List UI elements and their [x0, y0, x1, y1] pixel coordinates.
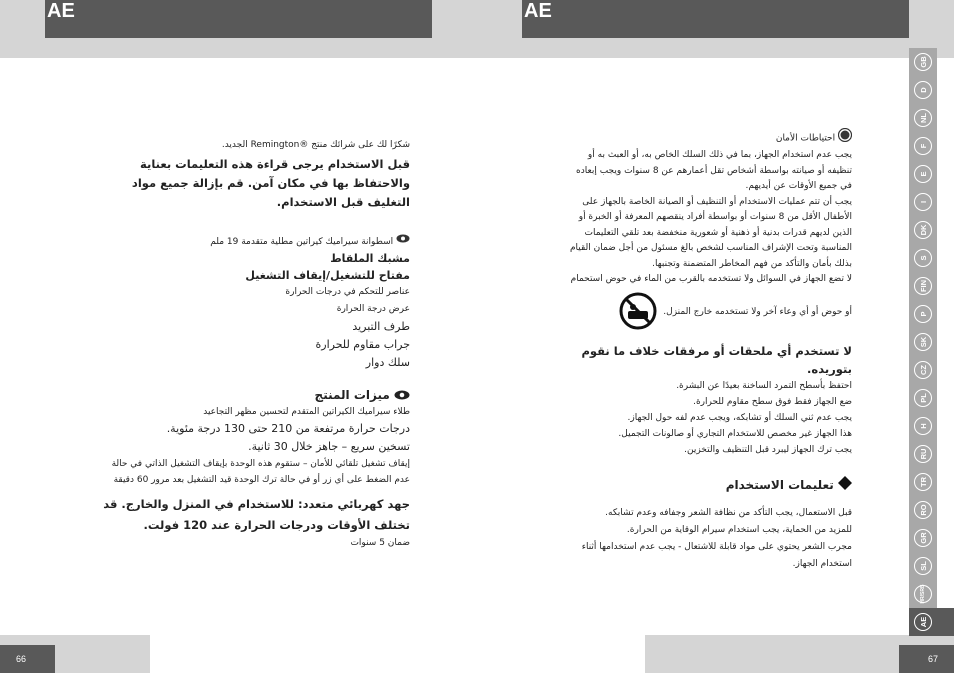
left-header-bar — [45, 0, 432, 38]
safety-heading — [562, 128, 852, 148]
language-tab-d[interactable]: D — [909, 76, 937, 104]
language-tab-i[interactable]: I — [909, 188, 937, 216]
part-item: عناصر للتحكم في درجات الحرارة — [285, 287, 410, 297]
feature-item: درجات حرارة مرتفعة من 210 حتى 130 درجة مئوية. — [166, 421, 410, 435]
language-tab-e[interactable]: E — [909, 160, 937, 188]
language-tab-cz[interactable]: CZ — [909, 356, 937, 384]
language-tab-f[interactable]: F — [909, 132, 937, 160]
right-page — [477, 0, 954, 673]
usage-item: للمزيد من الحماية، يجب استخدام سيرام الوقاية من الحرارة. — [626, 524, 852, 535]
language-tab-nl[interactable]: NL — [909, 104, 937, 132]
safety-paragraph: لا تضع الجهاز في السوائل ولا تستخدمه بالقرب من الماء في حوض استحمام — [570, 274, 852, 284]
feature-item: ضمان 5 سنوات — [350, 537, 410, 548]
language-tabs — [909, 48, 937, 636]
eye-icon — [394, 387, 410, 405]
left-header-label: AE — [47, 0, 75, 22]
language-tab-ae[interactable]: AE — [909, 608, 937, 636]
right-page-number: 67 — [899, 645, 954, 673]
safety-item: يجب عدم ثني السلك أو تشابكه، ويجب عدم لفه حول الجهاز. — [627, 412, 852, 423]
language-tab-gr[interactable]: GR — [909, 524, 937, 552]
language-tab-gb[interactable]: GB — [909, 48, 937, 76]
language-tab-fin[interactable]: FIN — [909, 272, 937, 300]
safety-paragraph: يجب أن تتم عمليات الاستخدام أو التنظيف أو الصيانة الخاصة بالجهاز على الأطفال الأقل من 8 سنوات أو بواسطة أفراد ينقصهم المعرفة أو الخبرة أو الذين لديهم قدرات بدنية أو ذهنية أو شعورية منخفضة بعد تلقي التعليمات المناسبة وتحت الإشراف المناسب لشخص بالغ مسئول من أجل ضمان القيام بذلك بأمان والتأكد من فهم المخاطر المتضمنة وتجنبها. — [569, 196, 852, 269]
no-accessories-warning: لا تستخدم أي ملحقات أو مرفقات خلاف ما نقوم بتوريده. — [581, 343, 852, 376]
features-heading — [100, 386, 410, 405]
safety-paragraph: يجب عدم استخدام الجهاز، بما في ذلك السلك الخاص به، أو العبث به أو تنظيفه أو صيانته بواسطة أشخاص تقل أعمارهم عن 8 سنوات ويجب إبعاده في جميع الأوقات عن أيديهم. — [576, 150, 852, 191]
feature-item: إيقاف تشغيل تلقائي للأمان – ستقوم هذه الوحدة بإيقاف التشغيل الذاتي في حالة عدم الضغط على أي زر أو في حالة ترك الوحدة قيد التشغيل بعد مرور 60 دقيقة — [111, 458, 410, 485]
language-tab-p[interactable]: P — [909, 300, 937, 328]
language-tab-sl[interactable]: SL — [909, 552, 937, 580]
language-tab-pl[interactable]: PL — [909, 384, 937, 412]
usage-heading — [562, 476, 852, 495]
safety-item: هذا الجهاز غير مخصص للاستخدام التجاري أو صالونات التجميل. — [618, 428, 852, 439]
eye-icon — [396, 234, 410, 249]
intro-text: شكرًا لك على شرائك منتج ®Remington الجديد. — [221, 140, 410, 150]
stop-icon — [838, 128, 852, 148]
parts-intro-text: اسطوانة سيراميك كيراتين مطلية متقدمة 19 ملم — [210, 237, 394, 247]
diamond-icon — [838, 476, 852, 495]
language-tab-dk[interactable]: DK — [909, 216, 937, 244]
language-tab-h[interactable]: H — [909, 412, 937, 440]
left-page-number: 66 — [0, 645, 55, 673]
language-tab-hr-srb[interactable]: HR/SRB — [909, 580, 937, 608]
part-item: مشبك الملقاط — [330, 252, 410, 265]
feature-item: جهد كهربائي متعدد: للاستخدام في المنزل والخارج. قد تختلف الأوقات ودرجات الحرارة عند 120 فولت. — [103, 496, 410, 532]
part-item: جراب مقاوم للحرارة — [315, 338, 410, 351]
part-item: مفتاح للتشغيل/إيقاف التشغيل — [245, 269, 410, 282]
language-tab-ro[interactable]: RO — [909, 496, 937, 524]
parts-intro — [100, 234, 410, 250]
usage-heading-text: تعليمات الاستخدام — [725, 477, 834, 492]
right-header-label: AE — [524, 0, 552, 22]
no-bath-warning-icon — [619, 292, 657, 334]
read-instructions-warning: قبل الاستخدام يرجى قراءة هذه التعليمات بعناية والاحتفاظ بها في مكان آمن. قم بإزالة جميع مواد التغليف قبل الاستخدام. — [131, 157, 410, 209]
left-content — [100, 138, 410, 551]
safety-item: احتفظ بأسطح التمرد الساخنة بعيدًا عن البشرة. — [676, 380, 852, 391]
feature-item: تسخين سريع – جاهز خلال 30 ثانية. — [248, 439, 410, 453]
part-item: طرف التبريد — [352, 320, 410, 333]
usage-item: قبل الاستعمال، يجب التأكد من نظافة الشعر وجفافه وعدم تشابكه. — [605, 507, 852, 518]
usage-item: مجرب الشعر يحتوي على مواد قابلة للاشتعال - يجب عدم استخدامها أثناء استخدام الجهاز. — [581, 541, 852, 569]
features-heading-text: ميزات المنتج — [314, 388, 390, 402]
right-header-bar — [522, 0, 909, 38]
safety-item: ضع الجهاز فقط فوق سطح مقاوم للحرارة. — [693, 396, 852, 407]
language-tab-tr[interactable]: TR — [909, 468, 937, 496]
water-warning-row — [562, 292, 852, 334]
feature-item: طلاء سيراميك الكيراتين المتقدم لتحسين مظهر التجاعيد — [203, 406, 410, 417]
water-warning-text: أو حوض أو أي وعاء آخر ولا تستخدمه خارج المنزل. — [663, 307, 852, 317]
language-tab-sk[interactable]: SK — [909, 328, 937, 356]
part-item: سلك دوار — [365, 356, 410, 369]
safety-heading-text: احتياطات الأمان — [775, 133, 836, 144]
right-content — [562, 128, 852, 573]
part-item: عرض درجة الحرارة — [336, 304, 410, 314]
safety-item: يجب ترك الجهاز ليبرد قبل التنظيف والتخزين. — [684, 444, 852, 455]
language-tab-ru[interactable]: RU — [909, 440, 937, 468]
language-tab-s[interactable]: S — [909, 244, 937, 272]
